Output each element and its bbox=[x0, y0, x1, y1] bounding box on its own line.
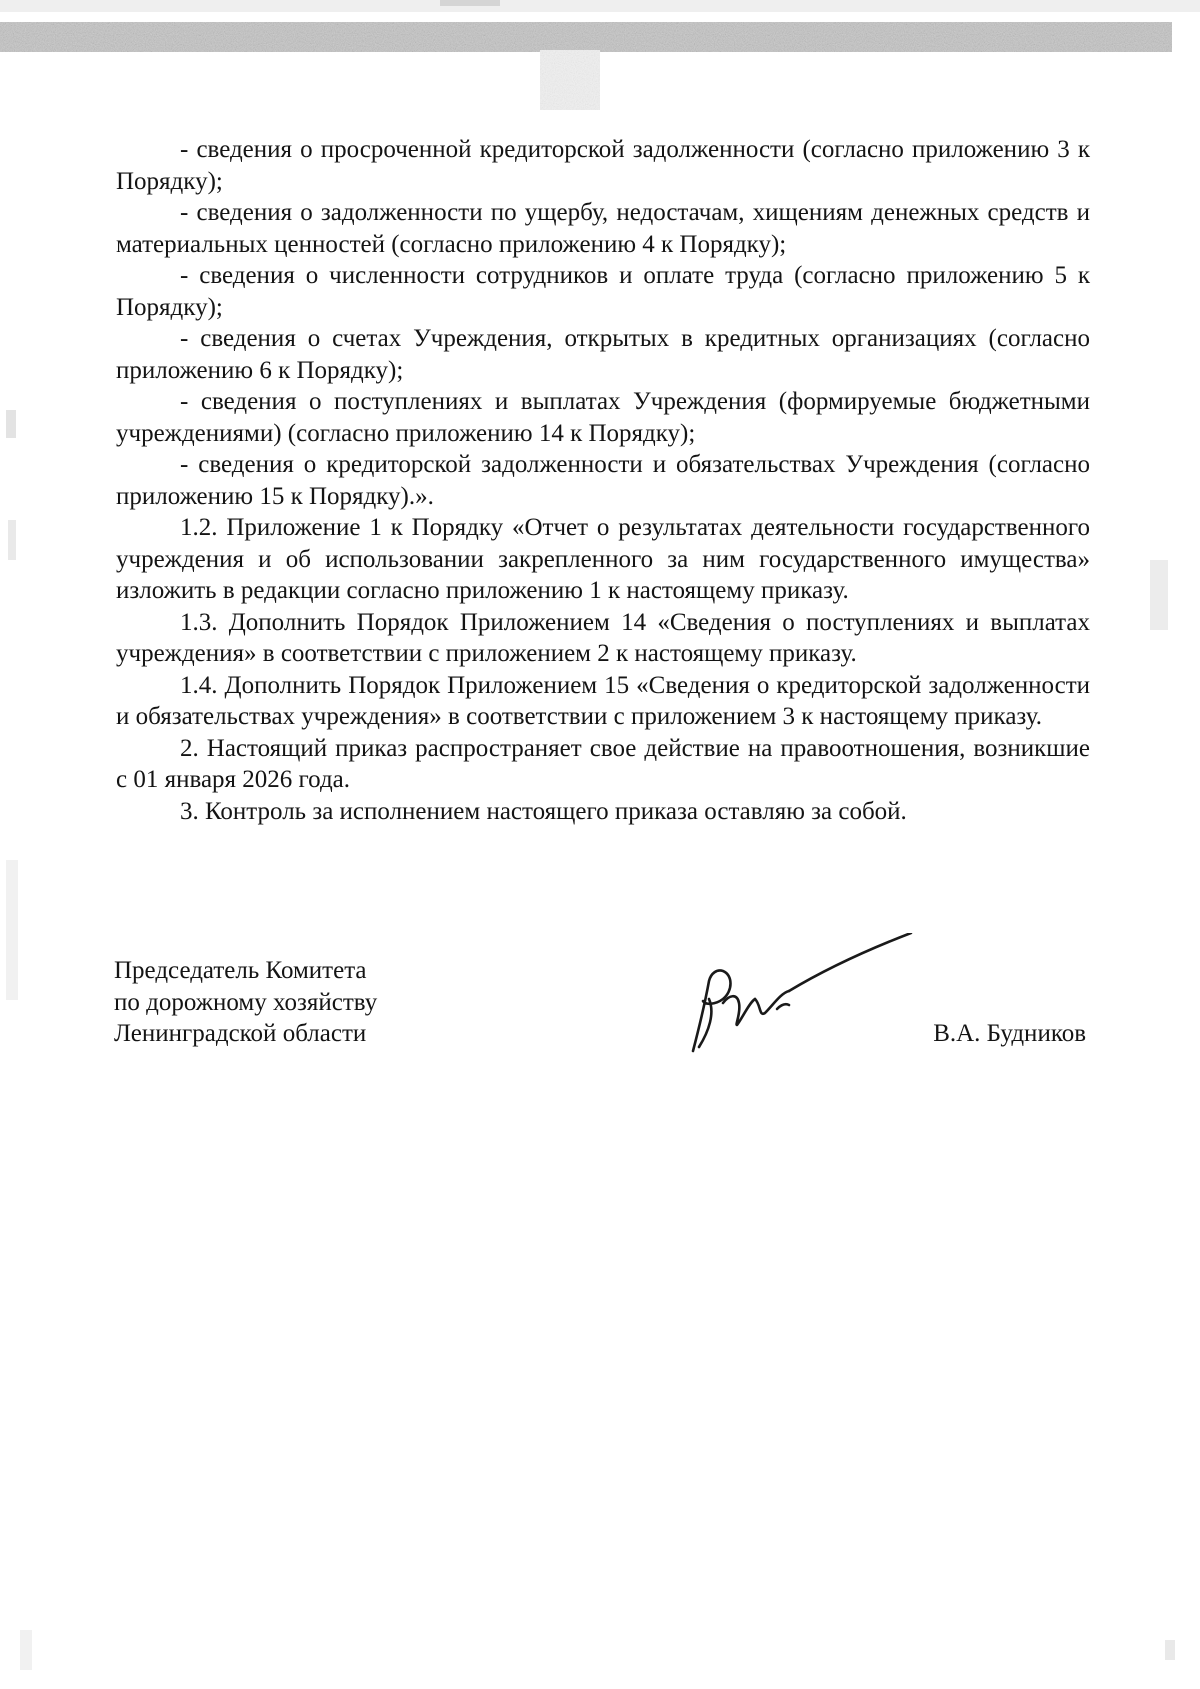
paragraph-item: - сведения о кредиторской задолженности и обязательствах Учреждения (согласно приложению 15 к Порядку).». bbox=[116, 451, 1090, 510]
paragraph-item: - сведения о просроченной кредиторской задолженности (согласно приложению 3 к Порядку); bbox=[116, 136, 1090, 195]
paragraph-clause-3: 3. Контроль за исполнением настоящего приказа оставляю за собой. bbox=[180, 797, 907, 825]
paragraph-clause-1-3: 1.3. Дополнить Порядок Приложением 14 «Сведения о поступлениях и выплатах учреждения» в соответствии с приложением 2 к настоящему приказу. bbox=[116, 608, 1090, 667]
signature-block bbox=[114, 955, 1094, 1065]
paragraph-item: - сведения о счетах Учреждения, открытых в кредитных организациях (согласно приложению 6 к Порядку); bbox=[116, 325, 1090, 384]
signer-position-line: Председатель Комитета bbox=[114, 957, 367, 984]
paragraph-clause-1-2: 1.2. Приложение 1 к Порядку «Отчет о результатах деятельности государственного учреждения и об использовании закрепленного за ним государственного имущества» изложить в редакции согласно приложению 1 к настоящему приказу. bbox=[116, 514, 1090, 604]
signer-name: В.А. Будников bbox=[933, 1020, 1086, 1047]
paragraph-clause-2: 2. Настоящий приказ распространяет свое действие на правоотношения, возникшие с 01 января 2026 года. bbox=[116, 734, 1090, 793]
document-body bbox=[116, 134, 1090, 827]
paragraph-item: - сведения о численности сотрудников и оплате труда (согласно приложению 5 к Порядку); bbox=[116, 262, 1090, 321]
signer-position-line: Ленинградской области bbox=[114, 1020, 367, 1047]
paragraph-item: - сведения о задолженности по ущербу, недостачам, хищениям денежных средств и материальных ценностей (согласно приложению 4 к Порядку); bbox=[116, 199, 1090, 258]
handwritten-signature bbox=[649, 933, 949, 1053]
signer-position bbox=[114, 955, 534, 1050]
paragraph-clause-1-4: 1.4. Дополнить Порядок Приложением 15 «Сведения о кредиторской задолженности и обязательствах учреждения» в соответствии с приложением 3 к настоящему приказу. bbox=[116, 671, 1090, 730]
paragraph-item: - сведения о поступлениях и выплатах Учреждения (формируемые бюджетными учреждениями) (согласно приложению 14 к Порядку); bbox=[116, 388, 1090, 447]
signer-position-line: по дорожному хозяйству bbox=[114, 988, 378, 1016]
